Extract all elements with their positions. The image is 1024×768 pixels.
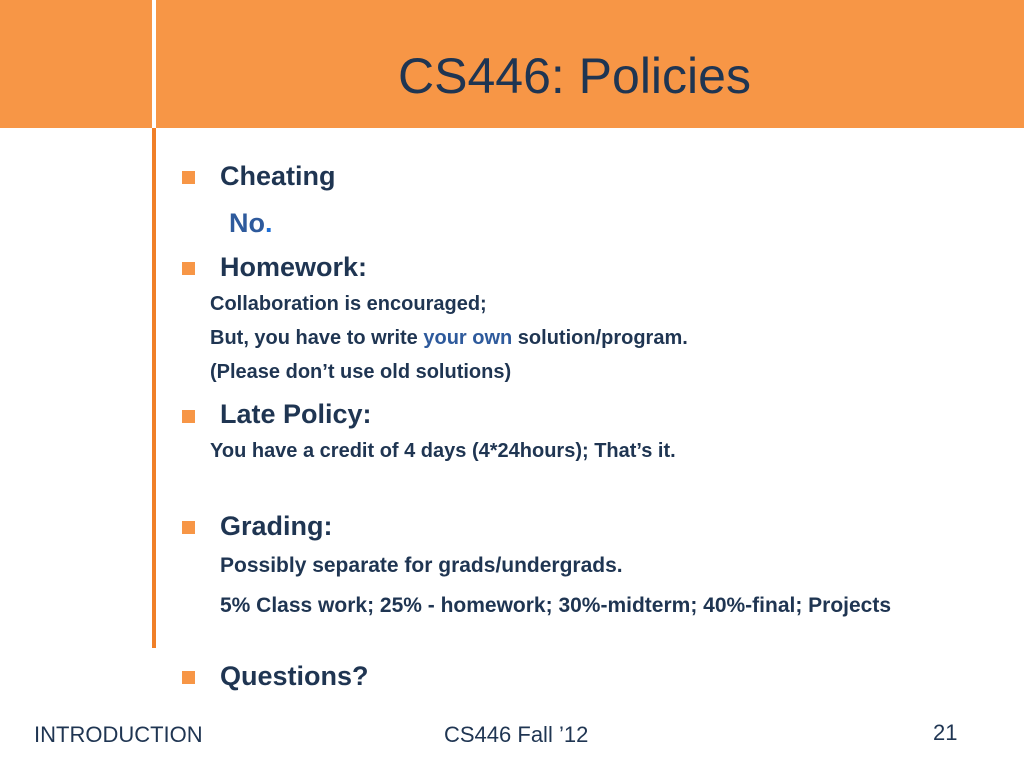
cheating-answer <box>229 206 273 240</box>
bullet-square-icon <box>182 521 195 534</box>
homework-line-2-post: solution/program. <box>512 327 688 349</box>
footer-course-label: CS446 Fall ’12 <box>444 722 589 747</box>
header-divider <box>152 0 156 128</box>
cheating-answer-punct: . <box>265 208 273 238</box>
homework-line-1: Collaboration is encouraged; <box>210 293 487 315</box>
homework-line-3: (Please don’t use old solutions) <box>210 361 512 383</box>
footer-section-label: INTRODUCTION <box>34 722 203 747</box>
bullet-square-icon <box>182 262 195 275</box>
bullet-homework-label: Homework: <box>220 252 368 282</box>
bullet-grading-label: Grading: <box>220 511 333 541</box>
slide-title: CS446: Policies <box>398 48 751 104</box>
content-vertical-rule <box>152 128 156 648</box>
bullet-square-icon <box>182 410 195 423</box>
slide-number: 21 <box>933 720 958 745</box>
bullet-square-icon <box>182 671 195 684</box>
homework-line-2-pre: But, you have to write <box>210 327 424 349</box>
bullet-questions-label: Questions? <box>220 661 369 691</box>
bullet-late-policy-label: Late Policy: <box>220 399 372 429</box>
homework-line-2 <box>210 325 688 351</box>
bullet-cheating-label: Cheating <box>220 161 336 191</box>
bullet-square-icon <box>182 171 195 184</box>
homework-line-2-emphasis: your own <box>423 327 513 349</box>
late-policy-line-1: You have a credit of 4 days (4*24hours); That’s it. <box>210 440 676 462</box>
grading-line-2: 5% Class work; 25% - homework; 30%-midterm; 40%-final; Projects <box>220 594 892 617</box>
grading-line-1: Possibly separate for grads/undergrads. <box>220 554 623 577</box>
cheating-answer-text: No <box>229 208 265 238</box>
